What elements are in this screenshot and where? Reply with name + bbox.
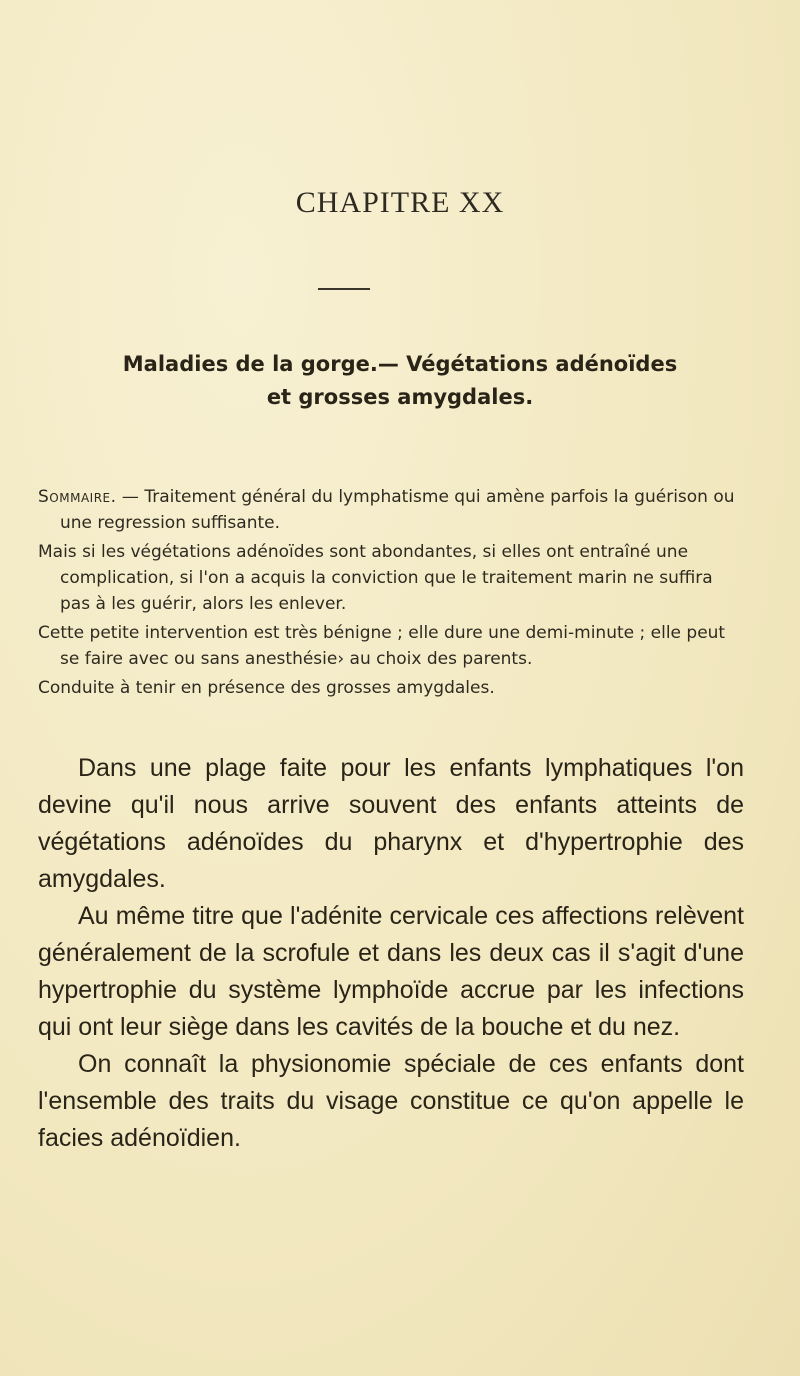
heading-divider: [318, 288, 370, 290]
summary-item-text: — Traitement général du lymphatisme qui amène parfois la guérison ou une regression suffisante.: [60, 487, 735, 533]
summary-item: Cette petite intervention est très bénigne ; elle dure une demi-minute ; elle peut se faire avec ou sans anesthésie› au choix des parents.: [38, 623, 726, 669]
summary-item: Conduite à tenir en présence des grosses amygdales.: [38, 678, 495, 698]
chapter-title-line-1: Maladies de la gorge.— Végétations adénoïdes: [122, 352, 678, 376]
summary-item: Mais si les végétations adénoïdes sont abondantes, si elles ont entraîné une complication, si l'on a acquis la conviction que le traitement marin ne suffira pas à les guérir, alors les enlever.: [38, 542, 713, 614]
body-paragraph: On connaît la physionomie spéciale de ces enfants dont l'ensemble des traits du visage constitue ce qu'on appelle le facies adénoïdien.: [38, 1050, 744, 1152]
body-paragraph: Au même titre que l'adénite cervicale ces affections relèvent généralement de la scrofule et dans les deux cas il s'agit d'une hypertrophie du système lymphoïde accrue par les infections qui ont leur siège dans les cavités de la bouche et du nez.: [38, 902, 744, 1041]
chapter-title: [0, 348, 800, 414]
summary-item: [38, 484, 738, 536]
body-text: [38, 750, 744, 1157]
chapter-summary: [38, 484, 738, 704]
chapter-heading: CHAPITRE XX: [295, 186, 505, 219]
body-paragraph: Dans une plage faite pour les enfants lymphatiques l'on devine qu'il nous arrive souvent des enfants atteints de végétations adénoïdes du pharynx et d'hypertrophie des amygdales.: [38, 754, 744, 893]
summary-label: Sommaire.: [38, 487, 117, 507]
chapter-title-line-2: et grosses amygdales.: [266, 385, 534, 409]
